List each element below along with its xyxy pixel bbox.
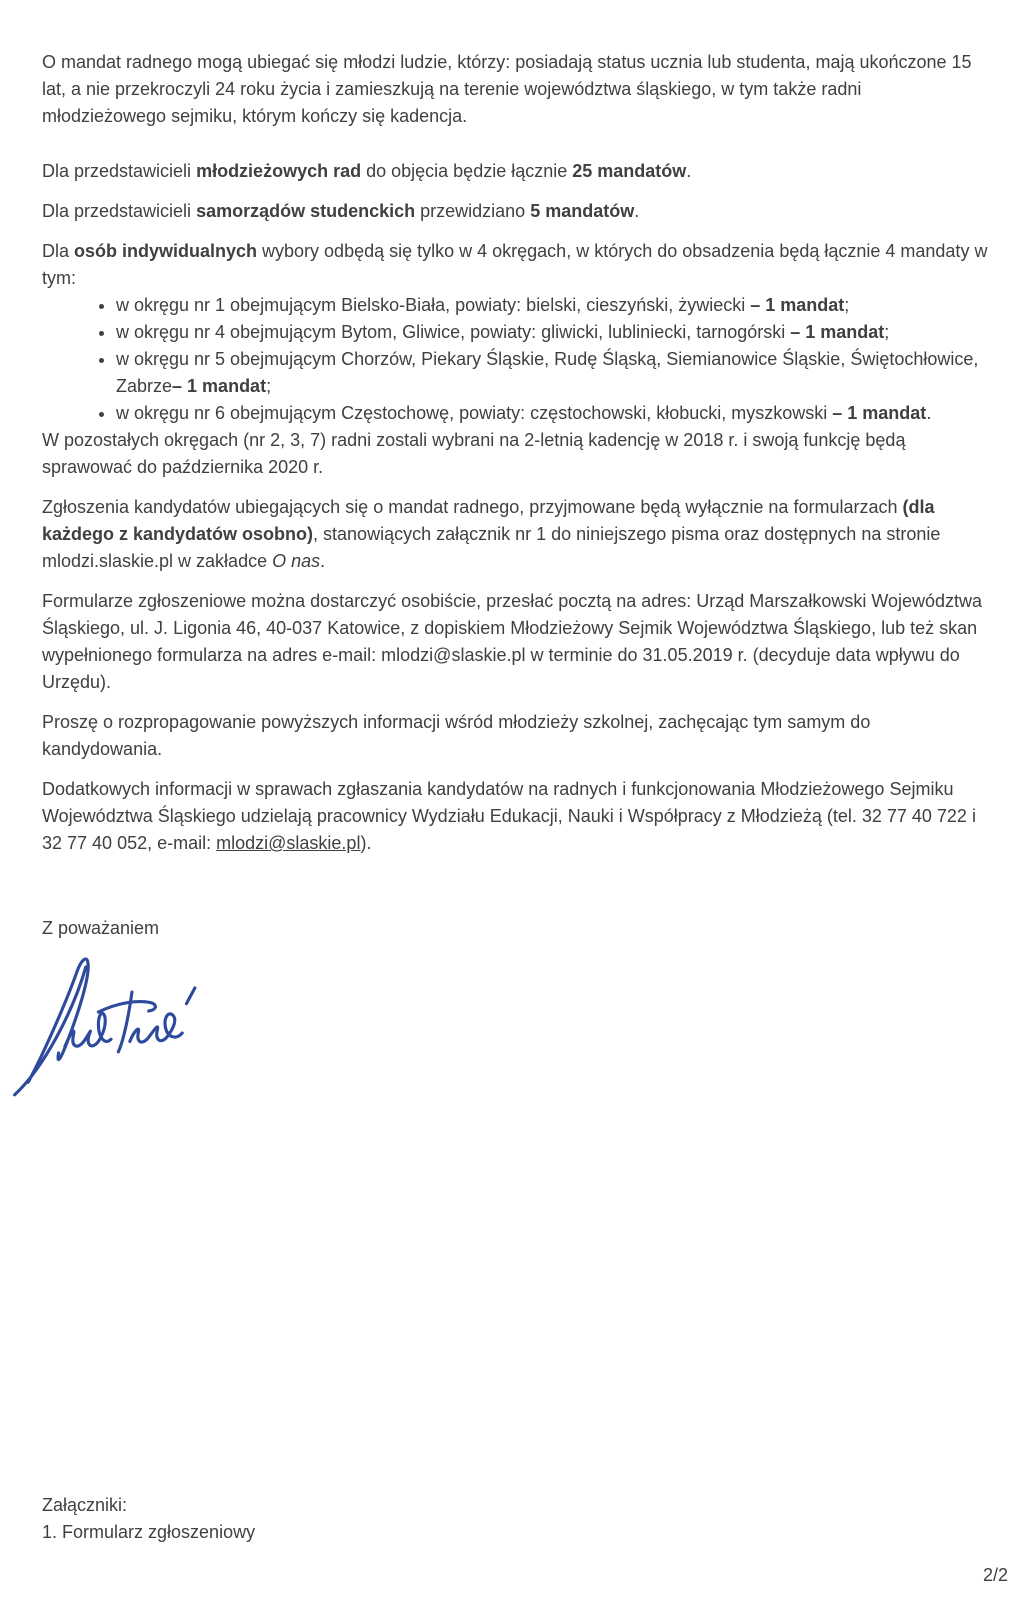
text-segment: wybory odbędą się tylko w 4 okręgach, w których do obsadzenia będą łącznie 4 mandaty w tym:: [42, 241, 988, 288]
text-segment: w okręgu nr 4 obejmującym Bytom, Gliwice, powiaty: gliwicki, lubliniecki, tarnogórski: [116, 322, 791, 342]
text-segment: O mandat radnego mogą ubiegać się młodzi ludzie, którzy: posiadają status ucznia lub studenta, mają ukończone 15 lat, a nie przekroczyli 24 roku życia i zamieszkują na terenie województwa śląskiego, w tym także radni młodzieżowego sejmiku, którym kończy się kadencja.: [42, 52, 972, 126]
text-segment: samorządów studenckich: [196, 201, 416, 221]
text-segment: – 1 mandat: [172, 376, 267, 396]
paragraph-student-gov-mandates: [42, 198, 988, 225]
text-segment: Dodatkowych informacji w sprawach zgłaszania kandydatów na radnych i funkcjonowania Młodzieżowego Sejmiku Województwa Śląskiego udzielają pracownicy Wydziału Edukacji, Nauki i Współpracy z Młodzieżą (tel. 32 77 40 722 i 32 77 40 052, e-mail:: [42, 779, 976, 853]
list-item-district-5: [116, 346, 988, 400]
attachment-item: 1. Formularz zgłoszeniowy: [42, 1522, 256, 1542]
text-segment: do objęcia będzie łącznie: [361, 161, 573, 181]
text-segment: Dla przedstawicieli: [42, 201, 197, 221]
email-link[interactable]: mlodzi@slaskie.pl: [216, 833, 361, 853]
text-segment: ;: [884, 322, 890, 342]
text-segment: Zgłoszenia kandydatów ubiegających się o mandat radnego, przyjmowane będą wyłącznie na formularzach: [42, 497, 903, 517]
list-item-district-4: [116, 319, 988, 346]
text-segment: O nas: [272, 551, 321, 571]
text-segment: ).: [360, 833, 372, 853]
paragraph-remaining-districts: [42, 427, 988, 481]
paragraph-additional-info: [42, 776, 988, 857]
text-segment: Dla przedstawicieli: [42, 161, 197, 181]
letter-body: [42, 49, 988, 1098]
paragraph-request: [42, 709, 988, 763]
list-item-district-1: [116, 292, 988, 319]
text-segment: , stanowiących załącznik nr 1 do niniejszego pisma oraz dostępnych na stronie mlodzi.slaskie.pl w zakładce: [42, 524, 941, 571]
closing-salutation: Z poważaniem: [42, 918, 160, 938]
text-segment: Dla: [42, 241, 75, 261]
attachments-block: [42, 1492, 255, 1546]
district-list: [42, 292, 988, 427]
text-segment: przewidziano: [415, 201, 531, 221]
text-segment: W pozostałych okręgach (nr 2, 3, 7) radni zostali wybrani na 2-letnią kadencję w 2018 r. i swoją funkcję będą sprawować do października 2020 r.: [42, 430, 906, 477]
text-segment: – 1 mandat: [750, 295, 845, 315]
text-segment: w okręgu nr 5 obejmującym Chorzów, Piekary Śląskie, Rudę Śląską, Siemianowice Śląskie, Świętochłowice, Zabrze: [116, 349, 979, 396]
text-segment: .: [686, 161, 692, 181]
text-segment: Formularze zgłoszeniowe można dostarczyć osobiście, przesłać pocztą na adres: Urząd Marszałkowski Województwa Śląskiego, ul. J. Ligonia 46, 40-037 Katowice, z dopiskiem Młodzieżowy Sejmik Województwa Śląskiego, lub też skan wypełnionego formularza na adres e-mail: mlodzi@slaskie.pl w terminie do 31.05.2019 r. (decyduje data wpływu do Urzędu).: [42, 591, 983, 692]
text-segment: (dla każdego z kandydatów osobno): [42, 497, 935, 544]
text-segment: .: [926, 403, 932, 423]
text-segment: w okręgu nr 1 obejmującym Bielsko-Biała, powiaty: bielski, cieszyński, żywiecki: [116, 295, 751, 315]
text-segment: – 1 mandat: [832, 403, 927, 423]
text-segment: .: [634, 201, 640, 221]
text-segment: Proszę o rozpropagowanie powyższych informacji wśród młodzieży szkolnej, zachęcając tym samym do kandydowania.: [42, 712, 871, 759]
text-segment: ;: [844, 295, 850, 315]
text-segment: 25 mandatów: [572, 161, 687, 181]
text-segment: .: [320, 551, 326, 571]
paragraph-individuals-intro: [42, 238, 988, 292]
page-number: 2/2: [982, 1565, 1008, 1585]
list-item-district-6: [116, 400, 988, 427]
paragraph-forms-delivery: [42, 588, 988, 696]
paragraph-applications: [42, 494, 988, 575]
text-segment: osób indywidualnych: [74, 241, 258, 261]
signature-scrawl-icon: [6, 946, 216, 1098]
text-segment: w okręgu nr 6 obejmującym Częstochowę, powiaty: częstochowski, kłobucki, myszkowski: [116, 403, 833, 423]
text-segment: ;: [266, 376, 272, 396]
text-segment: młodzieżowych rad: [196, 161, 362, 181]
text-segment: 5 mandatów: [530, 201, 635, 221]
text-segment: – 1 mandat: [790, 322, 885, 342]
paragraph-youth-councils-mandates: [42, 158, 988, 185]
attachments-title: Załączniki:: [42, 1495, 128, 1515]
paragraph-eligibility: [42, 49, 988, 130]
